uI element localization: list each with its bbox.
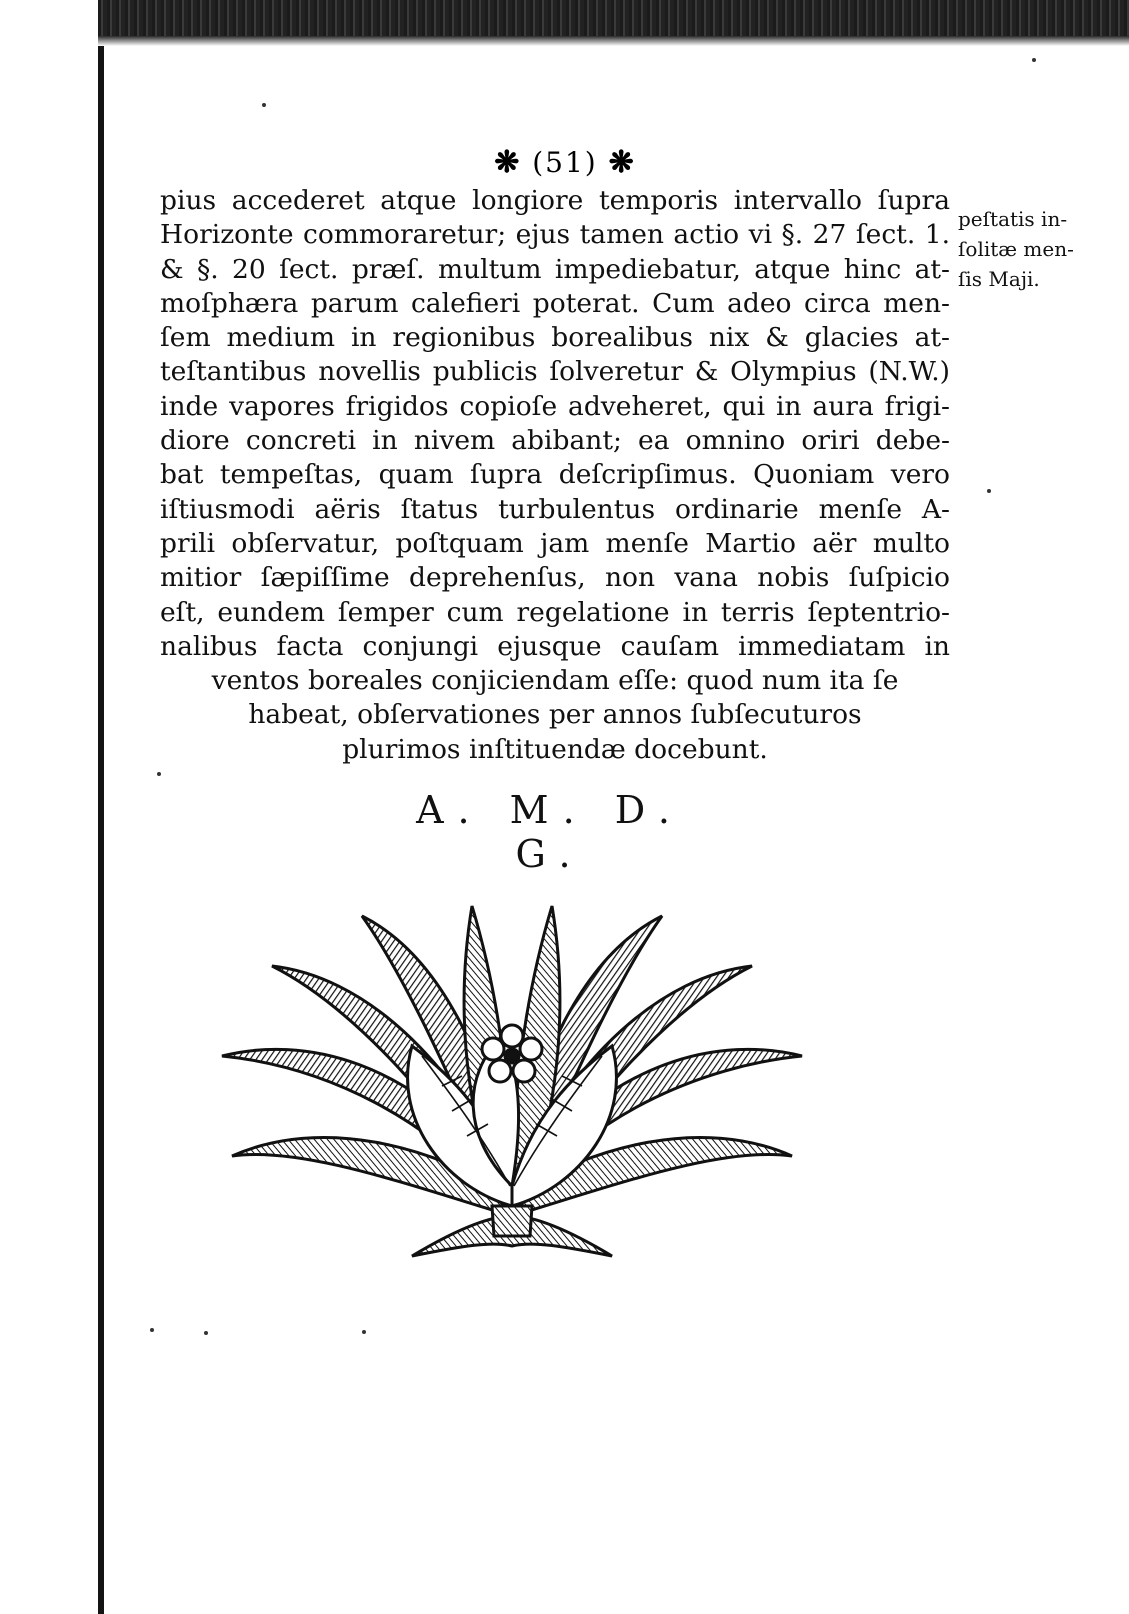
marginal-note-line: ſis Maji.	[958, 267, 1040, 291]
body-line: plurimos inſtituendæ docebunt.	[342, 733, 768, 765]
marginal-note-line: ſolitæ men-	[958, 237, 1074, 261]
body-line: iſtiusmodi aëris ſtatus turbulentus ordinarie menſe A-	[160, 493, 950, 525]
body-line: Horizonte commoraretur; ejus tamen actio vi §. 27 ſect. 1.	[160, 219, 950, 251]
speck	[157, 772, 161, 776]
left-page-margin	[0, 0, 98, 1614]
speck	[150, 1328, 154, 1332]
body-line: ſem medium in regionibus borealibus nix & glacies at-	[160, 322, 950, 354]
scan-top-edge-fade	[98, 36, 1129, 46]
body-line: ventos boreales conjiciendam eſſe: quod num ita ſe	[211, 665, 899, 697]
speck	[1032, 58, 1036, 62]
body-line: inde vapores frigidos copioſe adveheret, qui in aura frigi-	[160, 390, 950, 422]
marginal-note	[958, 204, 1098, 294]
body-line: prili obſervatur, poſtquam jam menſe Martio aër multo	[160, 527, 950, 559]
body-line: bat tempeſtas, quam ſupra deſcripſimus. Quoniam vero	[160, 459, 950, 491]
speck	[362, 1330, 366, 1334]
body-text	[160, 184, 950, 767]
speck	[204, 1331, 208, 1335]
body-line: teſtantibus novellis publicis ſolveretur & Olympius (N.W.)	[160, 356, 950, 388]
marginal-note-line: peſtatis in-	[958, 207, 1068, 231]
book-gutter-shadow	[98, 0, 104, 1614]
speck	[262, 103, 266, 107]
body-line: mitior ſæpiſſime deprehenſus, non vana nobis ſuſpicio	[160, 562, 950, 594]
page-number: (51)	[532, 146, 598, 179]
body-line: diore concreti in nivem abibant; ea omnino oriri debe-	[160, 425, 950, 457]
asterisk-ornament-right-icon: ❋	[608, 145, 636, 180]
running-head	[480, 145, 650, 180]
woodcut-flower-ornament-icon	[212, 886, 812, 1286]
asterisk-ornament-left-icon: ❋	[494, 145, 522, 180]
body-line: pius accederet atque longiore temporis intervallo ſupra	[160, 185, 950, 216]
body-line: habeat, obſervationes per annos ſubſecuturos	[248, 699, 862, 731]
body-line: moſphæra parum calefieri poterat. Cum adeo circa men-	[160, 287, 950, 319]
speck	[987, 489, 991, 493]
closing-dedication: A. M. D. G.	[416, 788, 684, 876]
body-line: & §. 20 ſect. præſ. multum impediebatur, atque hinc at-	[160, 253, 950, 285]
body-line: eſt, eundem ſemper cum regelatione in terris ſeptentrio-	[160, 596, 950, 628]
body-line: nalibus facta conjungi ejusque cauſam immediatam in	[160, 630, 950, 662]
